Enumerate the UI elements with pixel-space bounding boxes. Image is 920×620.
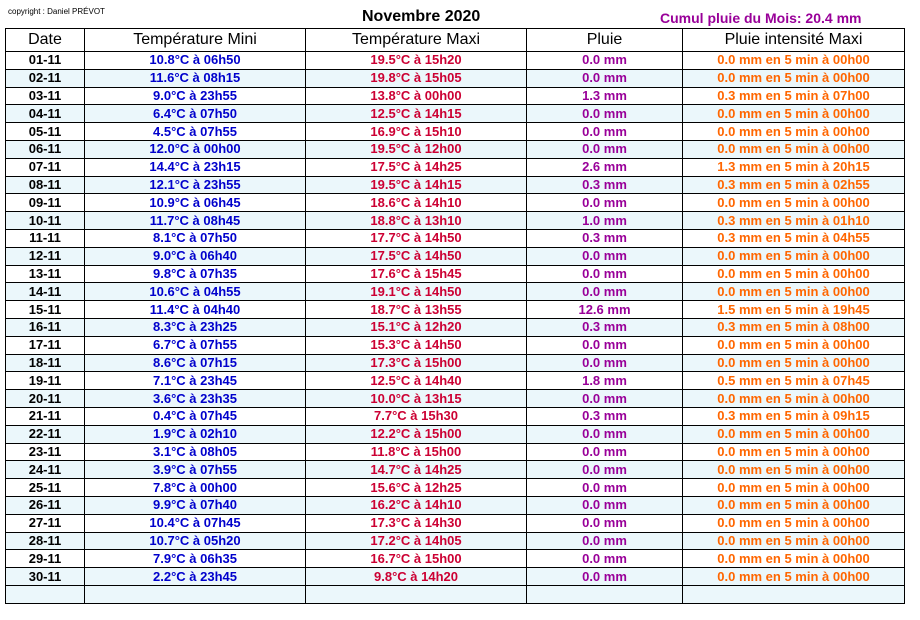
rain-cell: 1.3 mm [527,87,683,105]
temp-max-cell: 15.1°C à 12h20 [306,318,527,336]
rain-cell: 0.0 mm [527,425,683,443]
date-cell: 20-11 [6,390,85,408]
rain-cell: 0.0 mm [527,532,683,550]
temp-max-cell: 17.3°C à 14h30 [306,514,527,532]
table-row [6,52,905,70]
table-row [6,318,905,336]
temp-min-cell: 8.3°C à 23h25 [85,318,306,336]
table-row [6,479,905,497]
temp-min-cell: 7.8°C à 00h00 [85,479,306,497]
rain-cell: 0.0 mm [527,52,683,70]
header-date: Date [6,29,85,52]
temp-max-cell: 17.5°C à 14h25 [306,158,527,176]
rain-cell: 2.6 mm [527,158,683,176]
temp-min-cell: 14.4°C à 23h15 [85,158,306,176]
rain-cell: 0.0 mm [527,283,683,301]
rain-intensity-cell: 0.0 mm en 5 min à 00h00 [683,105,905,123]
header-row [6,29,905,52]
date-cell: 01-11 [6,52,85,70]
weather-table [5,28,905,604]
temp-min-cell: 9.9°C à 07h40 [85,496,306,514]
rain-intensity-cell: 0.0 mm en 5 min à 00h00 [683,247,905,265]
date-cell: 22-11 [6,425,85,443]
table-row [6,140,905,158]
empty-cell [683,585,905,603]
temp-min-cell: 10.4°C à 07h45 [85,514,306,532]
temp-min-cell: 8.6°C à 07h15 [85,354,306,372]
rain-cell: 0.0 mm [527,354,683,372]
rain-intensity-cell: 0.0 mm en 5 min à 00h00 [683,425,905,443]
temp-max-cell: 17.6°C à 15h45 [306,265,527,283]
temp-max-cell: 17.5°C à 14h50 [306,247,527,265]
temp-min-cell: 9.0°C à 23h55 [85,87,306,105]
rain-intensity-cell: 0.3 mm en 5 min à 02h55 [683,176,905,194]
date-cell: 29-11 [6,550,85,568]
date-cell: 13-11 [6,265,85,283]
rain-cell: 0.3 mm [527,407,683,425]
table-row [6,496,905,514]
rain-intensity-cell: 1.5 mm en 5 min à 19h45 [683,301,905,319]
table-row [6,550,905,568]
temp-max-cell: 18.8°C à 13h10 [306,212,527,230]
date-cell: 12-11 [6,247,85,265]
rain-intensity-cell: 0.3 mm en 5 min à 08h00 [683,318,905,336]
rain-cell: 0.0 mm [527,550,683,568]
table-body [6,52,905,604]
table-row [6,514,905,532]
rain-cell: 0.0 mm [527,194,683,212]
rain-intensity-cell: 0.0 mm en 5 min à 00h00 [683,194,905,212]
rain-intensity-cell: 0.3 mm en 5 min à 09h15 [683,407,905,425]
date-cell: 02-11 [6,69,85,87]
temp-min-cell: 10.9°C à 06h45 [85,194,306,212]
table-row [6,212,905,230]
header-rain: Pluie [527,29,683,52]
table-row [6,372,905,390]
rain-intensity-cell: 0.0 mm en 5 min à 00h00 [683,140,905,158]
temp-max-cell: 16.9°C à 15h10 [306,123,527,141]
temp-min-cell: 4.5°C à 07h55 [85,123,306,141]
rain-cell: 0.0 mm [527,390,683,408]
date-cell: 04-11 [6,105,85,123]
rain-cell: 1.0 mm [527,212,683,230]
temp-max-cell: 19.5°C à 15h20 [306,52,527,70]
date-cell: 26-11 [6,496,85,514]
rain-cell: 0.0 mm [527,461,683,479]
temp-min-cell: 6.4°C à 07h50 [85,105,306,123]
rain-cell: 0.0 mm [527,69,683,87]
date-cell: 30-11 [6,568,85,586]
temp-min-cell: 3.1°C à 08h05 [85,443,306,461]
header-temp-min: Température Mini [85,29,306,52]
table-row [6,87,905,105]
date-cell: 23-11 [6,443,85,461]
temp-min-cell: 7.9°C à 06h35 [85,550,306,568]
temp-min-cell: 2.2°C à 23h45 [85,568,306,586]
date-cell: 16-11 [6,318,85,336]
rain-intensity-cell: 0.0 mm en 5 min à 00h00 [683,265,905,283]
temp-min-cell: 8.1°C à 07h50 [85,229,306,247]
date-cell: 07-11 [6,158,85,176]
empty-cell [306,585,527,603]
temp-max-cell: 19.1°C à 14h50 [306,283,527,301]
date-cell: 28-11 [6,532,85,550]
date-cell: 05-11 [6,123,85,141]
date-cell: 10-11 [6,212,85,230]
temp-max-cell: 17.2°C à 14h05 [306,532,527,550]
table-row [6,123,905,141]
table-row [6,176,905,194]
empty-cell [527,585,683,603]
rain-cell: 1.8 mm [527,372,683,390]
rain-cell: 0.0 mm [527,496,683,514]
rain-intensity-cell: 0.0 mm en 5 min à 00h00 [683,496,905,514]
rain-cell: 0.0 mm [527,336,683,354]
rain-intensity-cell: 0.0 mm en 5 min à 00h00 [683,283,905,301]
rain-intensity-cell: 0.3 mm en 5 min à 04h55 [683,229,905,247]
rain-intensity-cell: 0.0 mm en 5 min à 00h00 [683,514,905,532]
temp-max-cell: 17.7°C à 14h50 [306,229,527,247]
table-row [6,158,905,176]
temp-min-cell: 1.9°C à 02h10 [85,425,306,443]
rain-intensity-cell: 0.0 mm en 5 min à 00h00 [683,550,905,568]
temp-max-cell: 12.5°C à 14h40 [306,372,527,390]
rain-cell: 0.0 mm [527,514,683,532]
temp-min-cell: 0.4°C à 07h45 [85,407,306,425]
temp-min-cell: 11.6°C à 08h15 [85,69,306,87]
table-row [6,407,905,425]
rain-cell: 0.0 mm [527,123,683,141]
table-row [6,301,905,319]
rain-intensity-cell: 1.3 mm en 5 min à 20h15 [683,158,905,176]
temp-min-cell: 6.7°C à 07h55 [85,336,306,354]
monthly-rain-total: Cumul pluie du Mois: 20.4 mm [660,10,862,26]
temp-max-cell: 19.8°C à 15h05 [306,69,527,87]
table-row [6,461,905,479]
rain-cell: 0.0 mm [527,443,683,461]
temp-min-cell: 12.0°C à 00h00 [85,140,306,158]
temp-min-cell: 10.6°C à 04h55 [85,283,306,301]
temp-max-cell: 16.2°C à 14h10 [306,496,527,514]
empty-cell [85,585,306,603]
temp-max-cell: 15.6°C à 12h25 [306,479,527,497]
table-row [6,69,905,87]
temp-min-cell: 7.1°C à 23h45 [85,372,306,390]
rain-cell: 0.0 mm [527,105,683,123]
date-cell: 17-11 [6,336,85,354]
rain-intensity-cell: 0.0 mm en 5 min à 00h00 [683,354,905,372]
rain-cell: 0.0 mm [527,568,683,586]
table-row [6,105,905,123]
date-cell: 21-11 [6,407,85,425]
date-cell: 24-11 [6,461,85,479]
temp-max-cell: 11.8°C à 15h00 [306,443,527,461]
temp-min-cell: 3.9°C à 07h55 [85,461,306,479]
empty-cell [6,585,85,603]
date-cell: 15-11 [6,301,85,319]
table-row [6,443,905,461]
table-row [6,532,905,550]
table-row [6,283,905,301]
temp-min-cell: 10.8°C à 06h50 [85,52,306,70]
temp-max-cell: 15.3°C à 14h50 [306,336,527,354]
temp-max-cell: 17.3°C à 15h00 [306,354,527,372]
temp-min-cell: 12.1°C à 23h55 [85,176,306,194]
rain-cell: 0.0 mm [527,265,683,283]
table-row [6,336,905,354]
temp-min-cell: 9.8°C à 07h35 [85,265,306,283]
date-cell: 19-11 [6,372,85,390]
rain-cell: 0.0 mm [527,479,683,497]
temp-min-cell: 10.7°C à 05h20 [85,532,306,550]
rain-intensity-cell: 0.0 mm en 5 min à 00h00 [683,461,905,479]
temp-max-cell: 19.5°C à 14h15 [306,176,527,194]
page-title: Novembre 2020 [362,8,481,25]
temp-max-cell: 7.7°C à 15h30 [306,407,527,425]
temp-min-cell: 11.7°C à 08h45 [85,212,306,230]
temp-max-cell: 10.0°C à 13h15 [306,390,527,408]
temp-min-cell: 3.6°C à 23h35 [85,390,306,408]
rain-cell: 0.3 mm [527,229,683,247]
rain-intensity-cell: 0.0 mm en 5 min à 00h00 [683,532,905,550]
rain-cell: 0.3 mm [527,318,683,336]
date-cell: 14-11 [6,283,85,301]
date-cell: 27-11 [6,514,85,532]
header-temp-max: Température Maxi [306,29,527,52]
temp-max-cell: 12.5°C à 14h15 [306,105,527,123]
table-row [6,568,905,586]
empty-row [6,585,905,603]
temp-max-cell: 18.6°C à 14h10 [306,194,527,212]
rain-cell: 12.6 mm [527,301,683,319]
table-row [6,354,905,372]
temp-max-cell: 12.2°C à 15h00 [306,425,527,443]
date-cell: 08-11 [6,176,85,194]
rain-intensity-cell: 0.0 mm en 5 min à 00h00 [683,568,905,586]
temp-max-cell: 9.8°C à 14h20 [306,568,527,586]
date-cell: 25-11 [6,479,85,497]
table-row [6,247,905,265]
temp-min-cell: 11.4°C à 04h40 [85,301,306,319]
rain-intensity-cell: 0.0 mm en 5 min à 00h00 [683,69,905,87]
date-cell: 11-11 [6,229,85,247]
temp-max-cell: 19.5°C à 12h00 [306,140,527,158]
rain-cell: 0.3 mm [527,176,683,194]
rain-intensity-cell: 0.3 mm en 5 min à 07h00 [683,87,905,105]
date-cell: 09-11 [6,194,85,212]
rain-intensity-cell: 0.0 mm en 5 min à 00h00 [683,390,905,408]
rain-intensity-cell: 0.0 mm en 5 min à 00h00 [683,123,905,141]
table-row [6,229,905,247]
date-cell: 03-11 [6,87,85,105]
temp-min-cell: 9.0°C à 06h40 [85,247,306,265]
rain-intensity-cell: 0.3 mm en 5 min à 01h10 [683,212,905,230]
table-row [6,265,905,283]
rain-intensity-cell: 0.0 mm en 5 min à 00h00 [683,479,905,497]
table-row [6,390,905,408]
date-cell: 06-11 [6,140,85,158]
copyright-text: copyright : Daniel PRÉVOT [8,7,105,16]
date-cell: 18-11 [6,354,85,372]
temp-max-cell: 13.8°C à 00h00 [306,87,527,105]
rain-intensity-cell: 0.0 mm en 5 min à 00h00 [683,52,905,70]
rain-cell: 0.0 mm [527,140,683,158]
rain-intensity-cell: 0.0 mm en 5 min à 00h00 [683,443,905,461]
temp-max-cell: 16.7°C à 15h00 [306,550,527,568]
rain-cell: 0.0 mm [527,247,683,265]
table-row [6,425,905,443]
header-rain-intensity: Pluie intensité Maxi [683,29,905,52]
temp-max-cell: 14.7°C à 14h25 [306,461,527,479]
temp-max-cell: 18.7°C à 13h55 [306,301,527,319]
rain-intensity-cell: 0.0 mm en 5 min à 00h00 [683,336,905,354]
table-row [6,194,905,212]
rain-intensity-cell: 0.5 mm en 5 min à 07h45 [683,372,905,390]
